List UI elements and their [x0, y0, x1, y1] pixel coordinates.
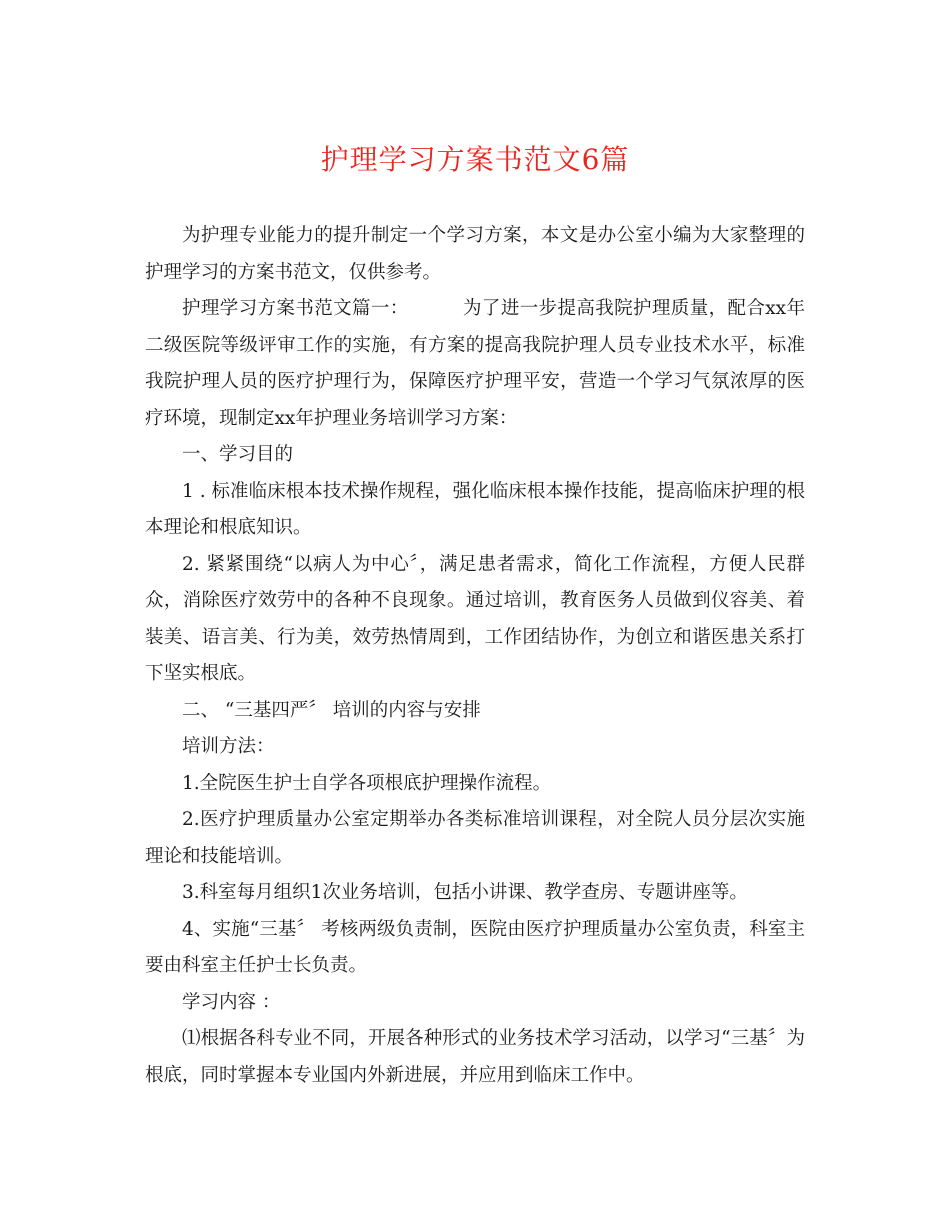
section-heading-training: 二、 “三基四严〞 培训的内容与安排	[182, 699, 481, 721]
paragraph-content-1: ⑴根据各科专业不同，开展各种形式的业务技术学习活动，以学习“三基〞为根底，同时掌握本专业国内外新进展，并应用到临床工作中。	[145, 1028, 805, 1086]
paragraph-intro: 为护理专业能力的提升制定一个学习方案，本文是办公室小编为大家整理的护理学习的方案书范文，仅供参考。	[145, 225, 805, 283]
document-title: 护理学习方案书范文6篇	[320, 143, 630, 176]
subheading-learning-content: 学习内容 ：	[182, 991, 281, 1013]
section-heading-goals: 一、学习目的	[182, 444, 294, 465]
paragraph-method-4: 4、实施“三基〞 考核两级负责制，医院由医疗护理质量办公室负责，科室主要由科室主任护士长负责。	[145, 918, 805, 976]
paragraph-article-one	[145, 291, 805, 437]
paragraph-method-2: 2.医疗护理质量办公室定期举办各类标准培训课程，对全院人员分层次实施理论和技能培训。	[145, 809, 805, 867]
document-body	[145, 218, 805, 1094]
paragraph-goal-2: 2. 紧紧围绕“以病人为中心〞，满足患者需求，简化工作流程，方便人民群众，消除医疗效劳中的各种不良现象。通过培训，教育医务人员做到仪容美、着装美、语言美、行为美，效劳热情周到，工作团结协作，为创立和谐医患关系打下坚实根底。	[145, 553, 805, 684]
paragraph-method-1: 1.全院医生护士自学各项根底护理操作流程。	[182, 772, 552, 794]
article-one-heading: 护理学习方案书范文篇一：	[182, 298, 409, 319]
paragraph-method-3: 3.科室每月组织1次业务培训，包括小讲课、教学查房、专题讲座等。	[182, 882, 748, 903]
article-one-text: 为了进一步提高我院护理质量，配合xx年二级医院等级评审工作的实施，有方案的提高我院护理人员专业技术水平，标准我院护理人员的医疗护理行为，保障医疗护理平安，营造一个学习气氛浓厚的医疗环境，现制定xx年护理业务培训学习方案：	[145, 298, 805, 429]
paragraph-goal-1: 1 . 标准临床根本技术操作规程，强化临床根本操作技能，提高临床护理的根本理论和根底知识。	[145, 480, 805, 538]
subheading-training-methods: 培训方法：	[182, 736, 275, 757]
